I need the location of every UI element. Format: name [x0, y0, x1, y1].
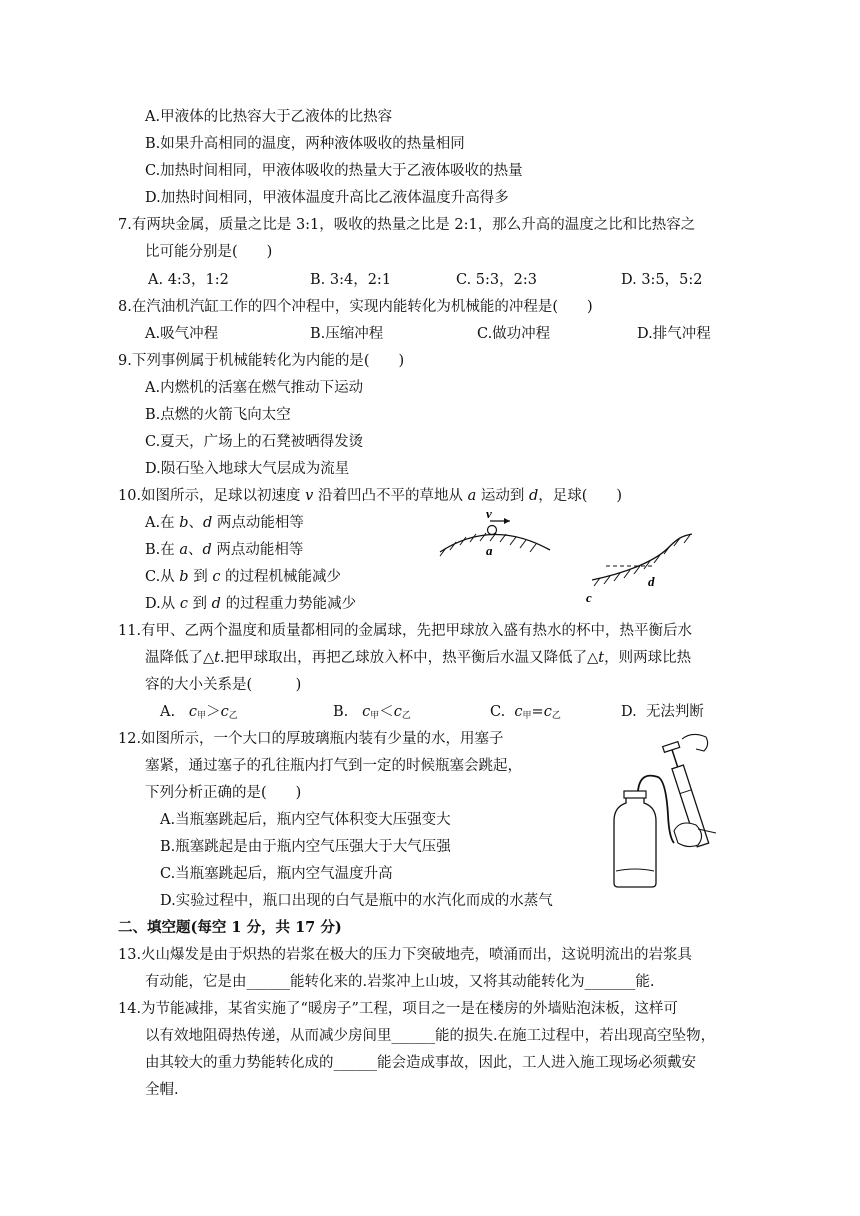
q11-option-b: B. $c_甲<c_乙$ — [333, 704, 411, 721]
label-c: c — [586, 590, 592, 605]
q9-option-a: A.内燃机的活塞在燃气推动下运动 — [145, 380, 364, 396]
ball — [488, 526, 497, 535]
velocity-arrow-head — [504, 518, 510, 524]
q6-option-b: B.如果升高相同的温度，两种液体吸收的热量相同 — [145, 136, 465, 152]
q8-option-b: B.压缩冲程 — [310, 326, 384, 342]
q11-option-a: A. $c_甲>c_乙$ — [160, 704, 238, 721]
q14-line-4: 全帽. — [145, 1082, 179, 1098]
q8-option-c: C.做功冲程 — [477, 326, 551, 342]
slope-hatch — [594, 535, 690, 586]
q10-figure — [430, 506, 720, 610]
q12-option-d: D.实验过程中，瓶口出现的白气是瓶中的水汽化而成的水蒸气 — [160, 893, 553, 909]
q11-stem: 11.有甲、乙两个温度和质量都相同的金属球，先把甲球放入盛有热水的杯中，热平衡后水 — [118, 623, 693, 639]
q7-option-c: C. 5:3，2:3 — [456, 272, 537, 288]
q14-line-3: 由其较大的重力势能转化成的______能会造成事故，因此，工人进入施工现场必须戴安 — [145, 1055, 696, 1071]
q10-option-b: B.在 a、d 两点动能相等 — [145, 542, 304, 558]
bottle-stopper — [624, 791, 646, 798]
slope-curve — [592, 534, 692, 580]
q8-stem: 8.在汽油机汽缸工作的四个冲程中，实现内能转化为机械能的冲程是( ) — [118, 299, 593, 315]
q12-option-a: A.当瓶塞跳起后，瓶内空气体积变大压强变大 — [160, 812, 451, 828]
q7-option-a: A. 4:3，1:2 — [148, 272, 229, 288]
q12-option-c: C.当瓶塞跳起后，瓶内空气温度升高 — [160, 866, 393, 882]
q10-option-d: D.从 c 到 d 的过程重力势能减少 — [145, 596, 357, 612]
hill-curve — [440, 534, 550, 552]
q12-option-b: B.瓶塞跳起是由于瓶内空气压强大于大气压强 — [160, 839, 451, 855]
q9-option-c: C.夏天，广场上的石凳被晒得发烫 — [145, 434, 364, 450]
q7-option-d: D. 3:5，5:2 — [621, 272, 703, 288]
q10-option-c: C.从 b 到 c 的过程机械能减少 — [145, 569, 342, 585]
q6-option-d: D.加热时间相同，甲液体温度升高比乙液体温度升高得多 — [145, 190, 509, 206]
q10-option-a: A.在 b、d 两点动能相等 — [145, 515, 304, 531]
q12-stem-end: 下列分析正确的是( ) — [145, 785, 302, 801]
q10-stem: 10.如图所示，足球以初速度 v 沿着凹凸不平的草地从 a 运动到 d，足球( ) — [118, 488, 623, 504]
q7-stem-cont: 比可能分别是( ) — [145, 244, 273, 260]
q13-line-1: 13.火山爆发是由于炽热的岩浆在极大的压力下突破地壳，喷涌而出，这说明流出的岩浆具 — [118, 947, 693, 963]
q7-option-b: B. 3:4，2:1 — [310, 272, 392, 288]
upper-hand — [682, 734, 708, 751]
q11-option-d: D. 无法判断 — [621, 704, 704, 720]
q12-stem: 12.如图所示，一个大口的厚玻璃瓶内装有少量的水，用塞子 — [118, 731, 504, 747]
q6-option-c: C.加热时间相同，甲液体吸收的热量大于乙液体吸收的热量 — [145, 163, 523, 179]
q9-option-b: B.点燃的火箭飞向太空 — [145, 407, 291, 423]
q12-stem-cont: 塞紧，通过塞子的孔往瓶内打气到一定的时候瓶塞会跳起， — [145, 758, 522, 774]
q11-stem-cont: 温降低了△t.把甲球取出，再把乙球放入杯中，热平衡后水温又降低了△t，则两球比热 — [145, 650, 692, 666]
q11-stem-end: 容的大小关系是( ) — [145, 677, 302, 693]
q12-figure — [608, 745, 728, 895]
section-2-heading: 二、填空题(每空 1 分，共 17 分) — [118, 919, 342, 936]
label-a: a — [486, 543, 493, 558]
label-d: d — [648, 574, 655, 589]
lower-hand — [674, 823, 702, 847]
q8-option-a: A.吸气冲程 — [145, 326, 219, 342]
q14-line-1: 14.为节能减排，某省实施了“暖房子”工程，项目之一是在楼房的外墙贴泡沫板，这样可 — [118, 1001, 678, 1017]
q9-stem: 9.下列事例属于机械能转化为内能的是( ) — [118, 353, 405, 369]
q8-option-d: D.排气冲程 — [637, 326, 711, 342]
label-v: v — [486, 506, 492, 521]
q14-line-2: 以有效地阻碍热传递，从而减少房间里______能的损失.在施工过程中，若出现高空坠物， — [145, 1028, 716, 1044]
q6-option-a: A.甲液体的比热容大于乙液体的比热容 — [145, 109, 393, 125]
q13-line-2: 有动能，它是由______能转化来的.岩浆冲上山坡，又将其动能转化为_______能. — [145, 974, 655, 990]
q11-option-c: C. $c_甲=c_乙$ — [490, 704, 561, 721]
q9-option-d: D.陨石坠入地球大气层成为流星 — [145, 461, 350, 477]
glass-bottle — [614, 797, 656, 887]
q7-stem: 7.有两块金属，质量之比是 3:1，吸收的热量之比是 2:1，那么升高的温度之比和比热容之 — [118, 217, 696, 233]
